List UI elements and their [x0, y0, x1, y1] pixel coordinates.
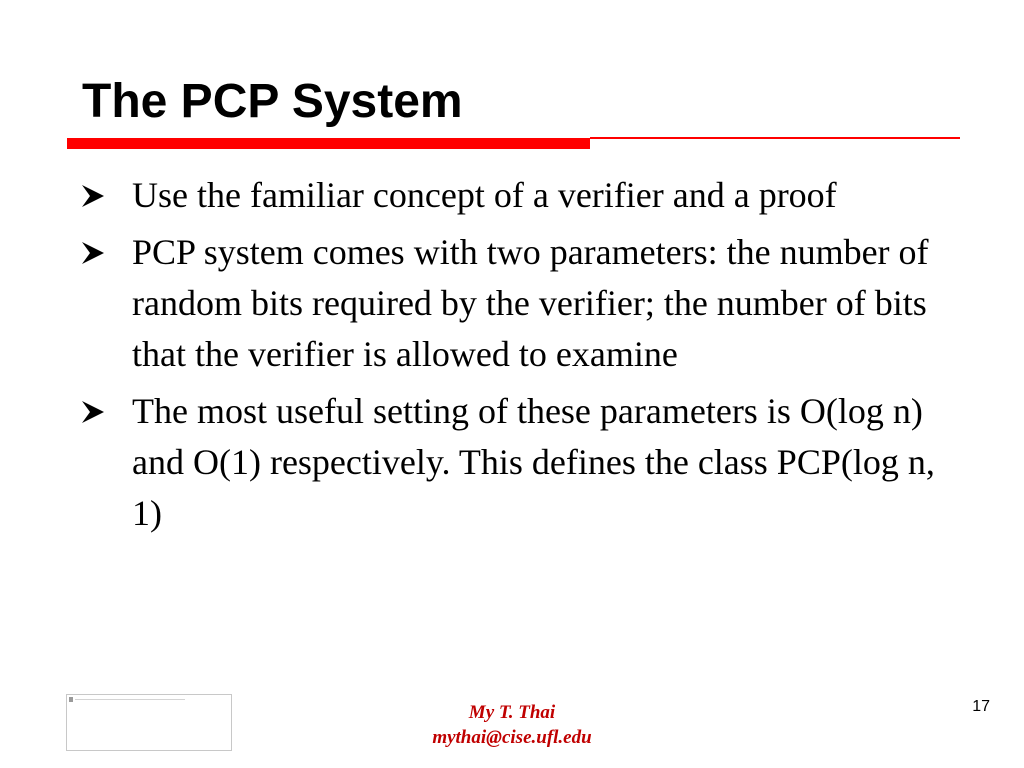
page-number: 17	[972, 698, 990, 715]
bullet-item	[80, 386, 980, 539]
slide-title: The PCP System	[82, 75, 463, 128]
bullet-item	[80, 227, 980, 380]
embedded-image-placeholder	[66, 694, 232, 751]
footer	[380, 700, 644, 750]
arrowhead-bullet-icon	[80, 388, 110, 436]
bullet-text: The most useful setting of these parameters is O(log n) and O(1) respectively. This defines the class PCP(log n, 1)	[132, 391, 935, 533]
placeholder-caption-line	[75, 699, 185, 700]
footer-email: mythai@cise.ufl.edu	[432, 727, 592, 748]
bullet-list	[80, 170, 980, 545]
broken-image-icon	[69, 697, 73, 702]
footer-author: My T. Thai	[468, 702, 556, 723]
arrowhead-bullet-icon	[80, 172, 110, 220]
bullet-text: PCP system comes with two parameters: the number of random bits required by the verifier; the number of bits that the verifier is allowed to examine	[132, 232, 929, 374]
bullet-item	[80, 170, 980, 221]
arrowhead-bullet-icon	[80, 229, 110, 277]
bullet-text: Use the familiar concept of a verifier and a proof	[132, 175, 837, 215]
title-underline-thin	[590, 137, 960, 139]
title-underline-thick	[67, 138, 590, 149]
